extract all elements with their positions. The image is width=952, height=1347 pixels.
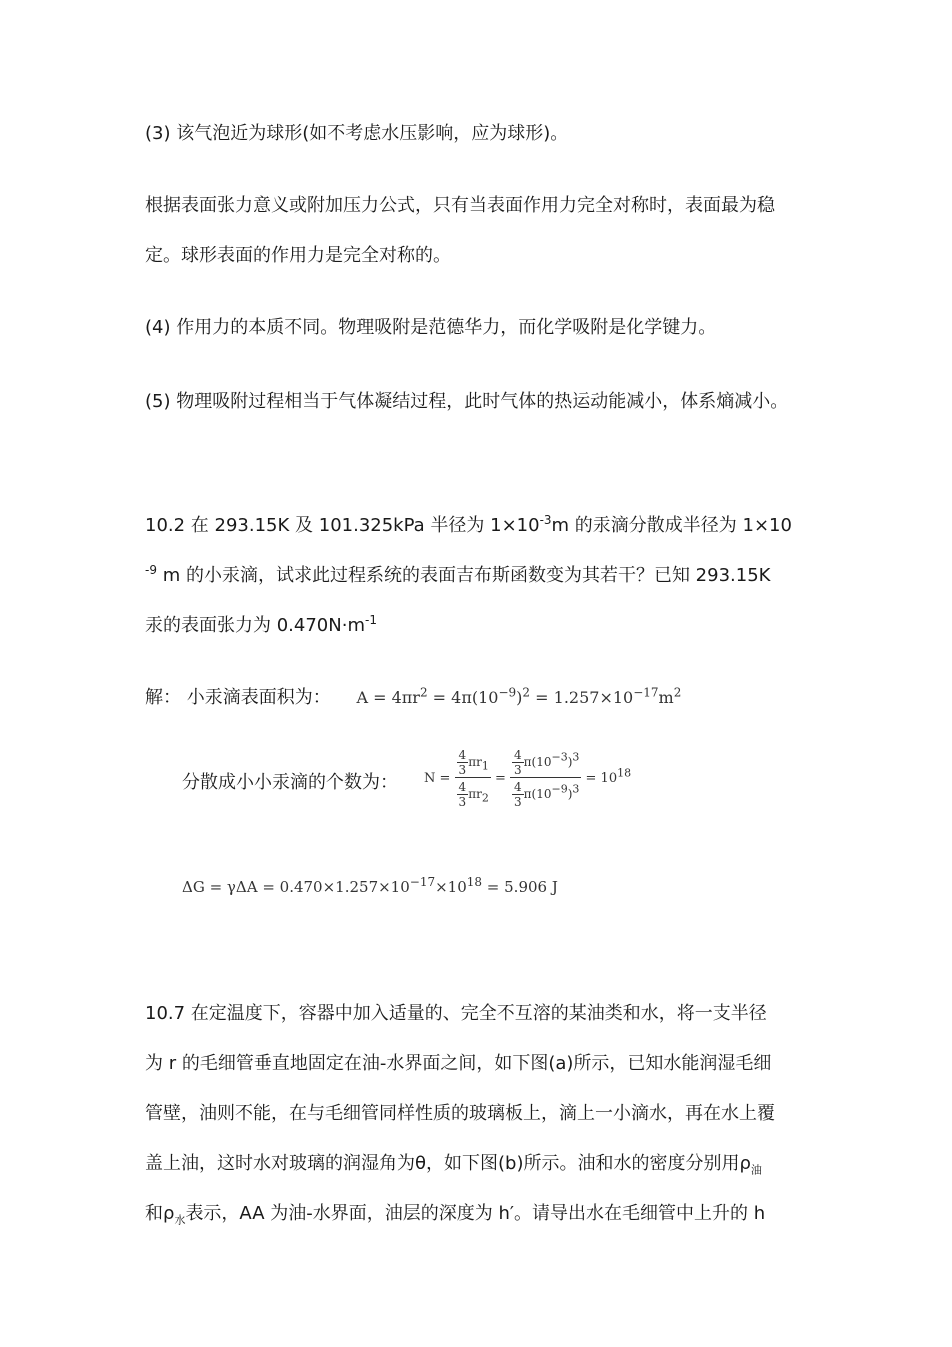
count-fraction: $\frac{4}{3}$ $\pi r_1$ $\frac{4}{3}$ $\pi r_2$ bbox=[455, 748, 491, 809]
question-10-2-line2: $^{-9}$ m 的小汞滴，试求此过程系统的表面吉布斯函数变为其若干？已知 293.15K bbox=[145, 563, 771, 586]
solution-count-label: 分散成小小汞滴的个数为： bbox=[182, 772, 398, 793]
question-10-7-line4: 盖上油，这时水对玻璃的润湿角为θ，如下图(b)所示。油和水的密度分别用$\rho_油$ bbox=[145, 1153, 762, 1177]
question-10-7-line5: 和$\rho_水$表示，AA 为油-水界面，油层的深度为 h′。请导出水在毛细管中上升的 h bbox=[145, 1203, 766, 1227]
question-10-7-line3: 管壁，油则不能，在与毛细管同样性质的玻璃板上，滴上一小滴水，再在水上覆 bbox=[145, 1103, 775, 1124]
question-10-7-line1: 10.7 在定温度下，容器中加入适量的、完全不互溶的某油类和水，将一支半径 bbox=[145, 1003, 767, 1024]
answer-3-explanation-line2: 定。球形表面的作用力是完全对称的。 bbox=[145, 245, 451, 266]
question-10-2-line3: 汞的表面张力为 $0.470N\cdot m^{-1}$ bbox=[145, 613, 377, 636]
answer-3-explanation-line1: 根据表面张力意义或附加压力公式，只有当表面作用力完全对称时，表面最为稳 bbox=[145, 195, 775, 216]
solution-area: 解： 小汞滴表面积为： $A = 4\pi r^2 = 4\pi(10^{-9})^2 = 1.257\times 10^{-17}m^2$ bbox=[145, 685, 682, 708]
answer-5: (5) 物理吸附过程相当于气体凝结过程，此时气体的热运动能减小，体系熵减小。 bbox=[145, 391, 789, 412]
answer-3: (3) 该气泡近为球形(如不考虑水压影响，应为球形)。 bbox=[145, 123, 569, 144]
question-10-2-line1: 10.2 在 293.15K 及 101.325kPa 半径为 $1\times 10^{-3}m$ 的汞滴分散成半径为 1×10 bbox=[145, 513, 792, 536]
count-formula: N = $\frac{4}{3}$ $\pi r_1$ $\frac{4}{3}$ $\pi r_2$ = $\frac{4}{3}$ $\pi(10^{-3})^3$ $\frac{4}{3}$ $\pi(10^{-9})^3$ = $10^{18}$ bbox=[424, 748, 632, 809]
question-10-7-line2: 为 r 的毛细管垂直地固定在油-水界面之间，如下图(a)所示，已知水能润湿毛细 bbox=[145, 1053, 772, 1074]
delta-g-formula: $\Delta G = \gamma\Delta A = 0.470\times 1.257\times 10^{-17}\times 10^{18} = 5.906$ J bbox=[182, 875, 558, 896]
area-formula: $A = 4\pi r^2 = 4\pi(10^{-9})^2 = 1.257\times 10^{-17}m^2$ bbox=[356, 685, 682, 707]
answer-4: (4) 作用力的本质不同。物理吸附是范德华力，而化学吸附是化学键力。 bbox=[145, 317, 717, 338]
